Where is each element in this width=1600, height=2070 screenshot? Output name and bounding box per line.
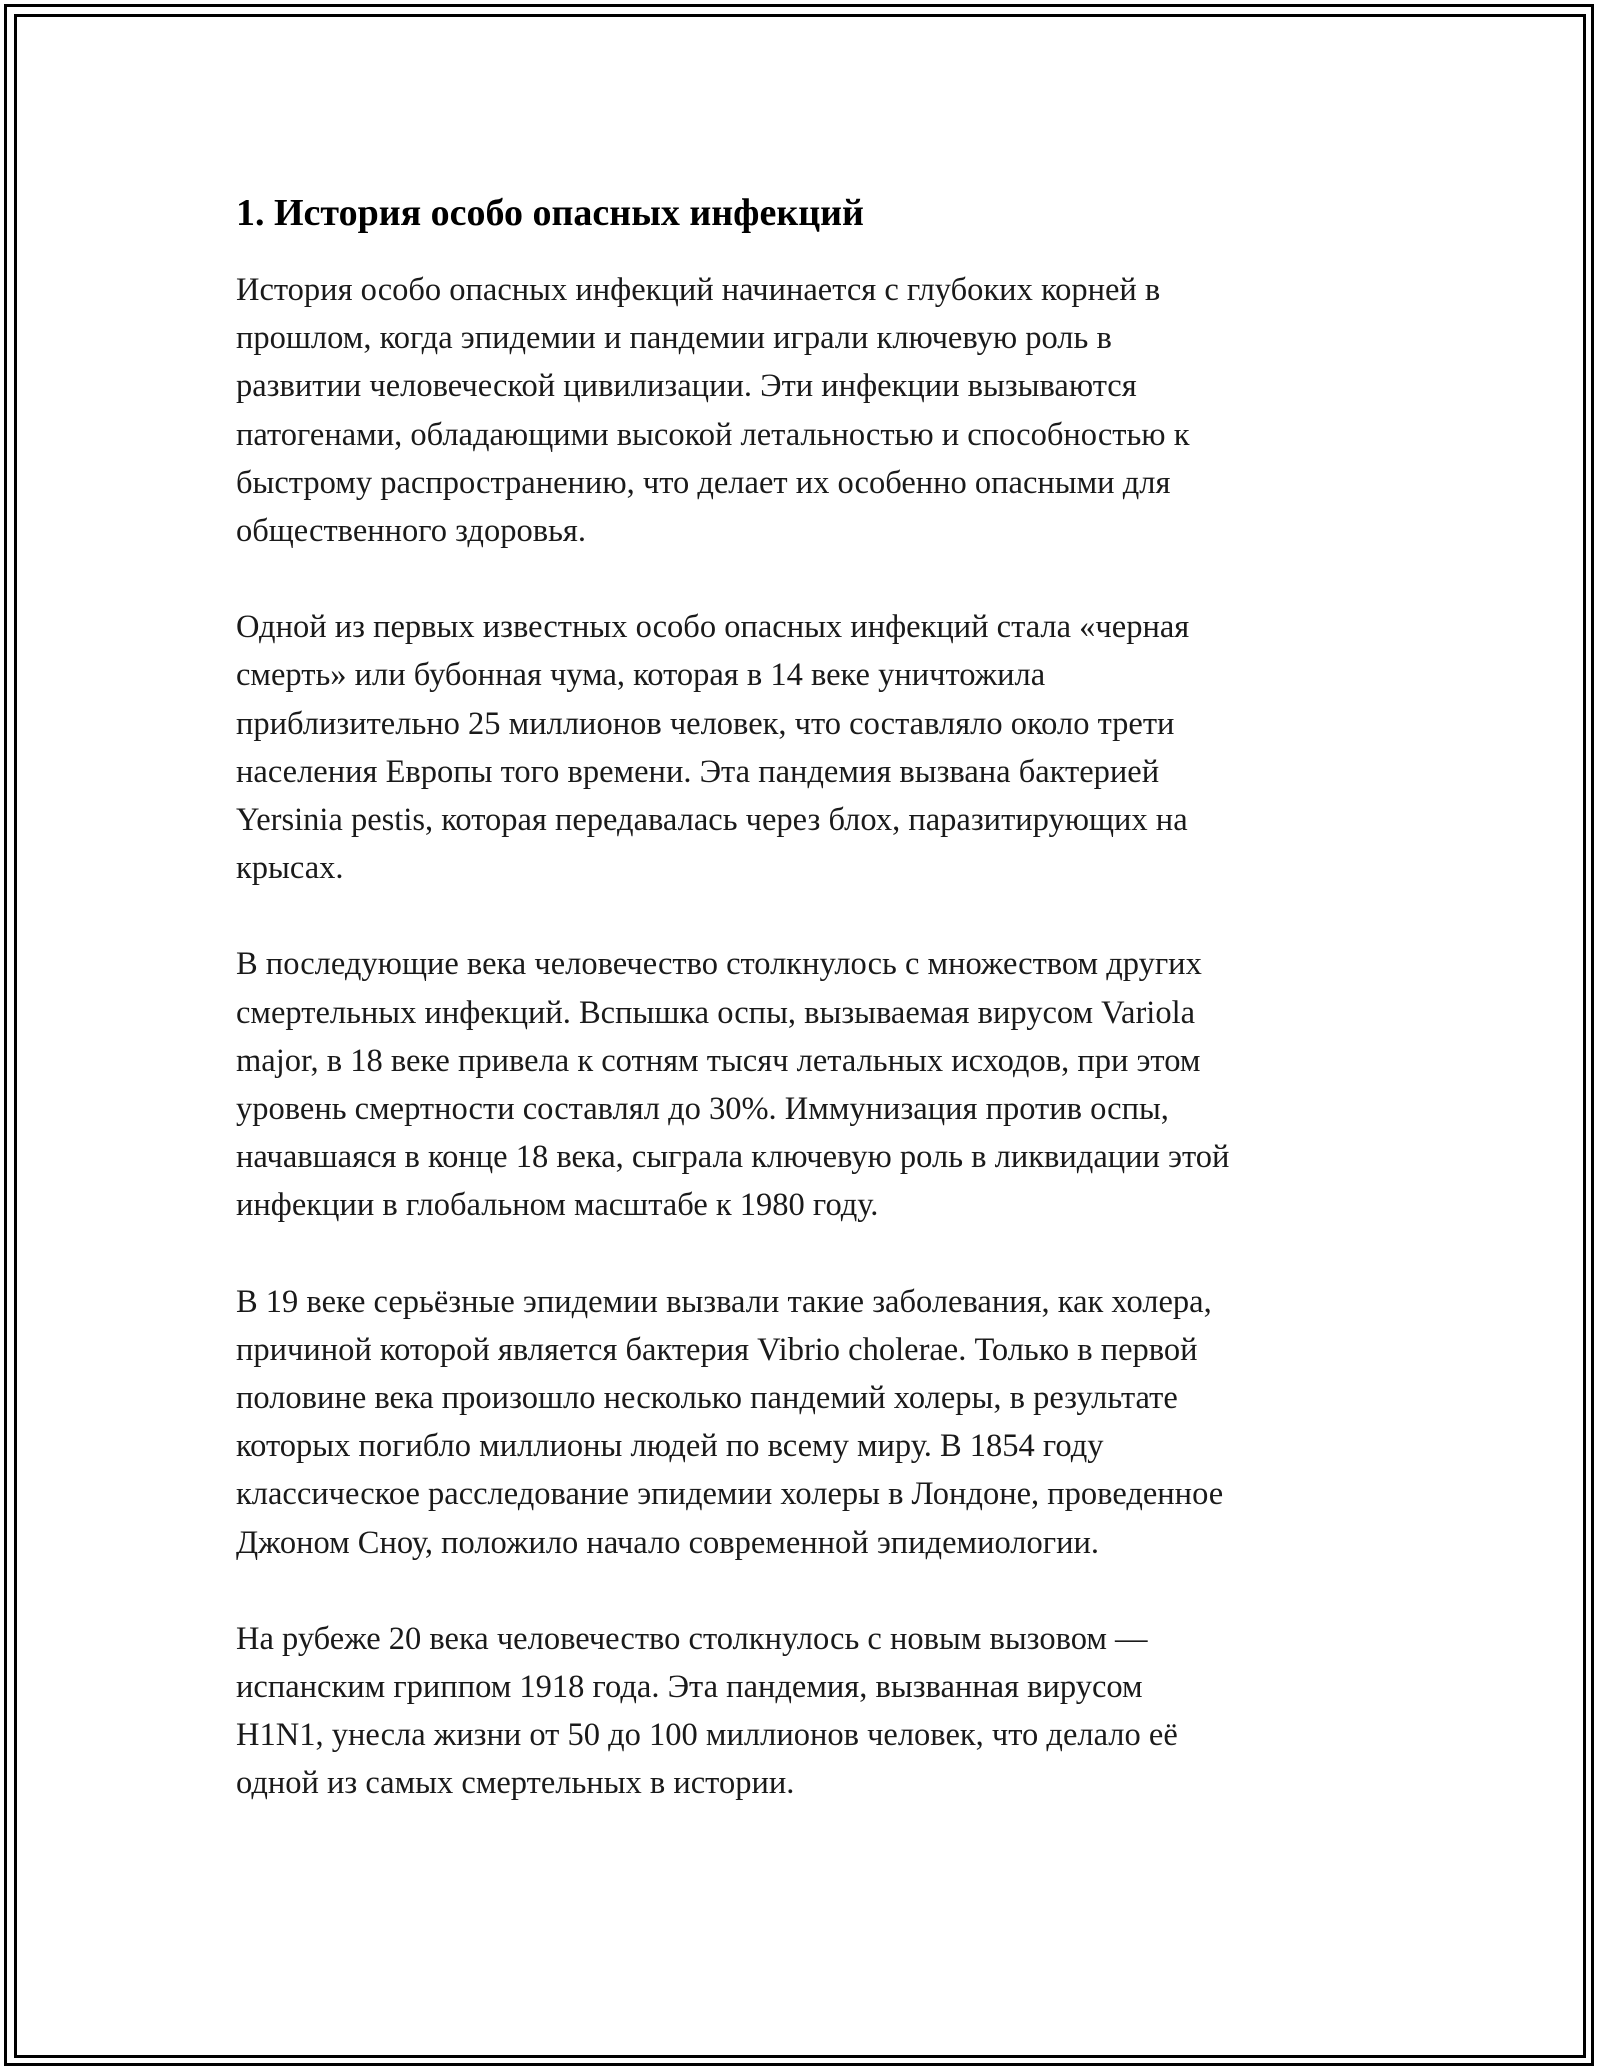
paragraph-black-death [236, 603, 1372, 892]
paragraph-intro [236, 266, 1372, 555]
text-line: Одной из первых известных особо опасных инфекций стала «черная [236, 609, 1190, 646]
document-body [236, 188, 1372, 1856]
text-line: быстрому распространению, что делает их особенно опасными для [236, 464, 1171, 501]
text-line: прошлом, когда эпидемии и пандемии играли ключевую роль в [236, 320, 1112, 357]
text-line: H1N1, унесла жизни от 50 до 100 миллионов человек, что делало её [236, 1717, 1178, 1754]
text-line: классическое расследование эпидемии холеры в Лондоне, проведенное [236, 1476, 1224, 1513]
text-line: В 19 веке серьёзные эпидемии вызвали такие заболевания, как холера, [236, 1283, 1212, 1320]
paragraph-smallpox [236, 940, 1372, 1229]
paragraph-cholera [236, 1278, 1372, 1567]
paragraph-spanish-flu [236, 1615, 1372, 1808]
text-line: половине века произошло несколько пандемий холеры, в результате [236, 1380, 1178, 1417]
text-line: причиной которой является бактерия Vibrio cholerae. Только в первой [236, 1331, 1198, 1368]
text-line: общественного здоровья. [236, 513, 586, 550]
text-line: приблизительно 25 миллионов человек, что составляло около трети [236, 705, 1175, 742]
text-line: смерть» или бубонная чума, которая в 14 веке уничтожила [236, 657, 1046, 694]
text-line: начавшаяся в конце 18 века, сыграла ключевую роль в ликвидации этой [236, 1139, 1230, 1176]
text-line: крысах. [236, 850, 344, 887]
text-line: В последующие века человечество столкнулось с множеством других [236, 946, 1202, 983]
section-heading: 1. История особо опасных инфекций [236, 192, 864, 234]
text-line: инфекции в глобальном масштабе к 1980 году. [236, 1187, 879, 1224]
text-line: развитии человеческой цивилизации. Эти инфекции вызываются [236, 368, 1137, 405]
text-line: одной из самых смертельных в истории. [236, 1765, 795, 1802]
text-line: патогенами, обладающими высокой летальностью и способностью к [236, 416, 1190, 453]
text-line: населения Европы того времени. Эта пандемия вызвана бактерией [236, 753, 1160, 790]
text-line: смертельных инфекций. Вспышка оспы, вызываемая вирусом Variola [236, 994, 1196, 1031]
text-line: major, в 18 веке привела к сотням тысяч летальных исходов, при этом [236, 1042, 1201, 1079]
text-line: На рубеже 20 века человечество столкнулось с новым вызовом — [236, 1620, 1148, 1657]
text-line: Yersinia pestis, которая передавалась через блох, паразитирующих на [236, 802, 1188, 839]
text-line: которых погибло миллионы людей по всему миру. В 1854 году [236, 1428, 1104, 1465]
text-line: История особо опасных инфекций начинается с глубоких корней в [236, 272, 1161, 308]
text-line: испанским гриппом 1918 года. Эта пандемия, вызванная вирусом [236, 1669, 1143, 1706]
text-line: уровень смертности составлял до 30%. Иммунизация против оспы, [236, 1091, 1169, 1128]
text-line: Джоном Сноу, положило начало современной эпидемиологии. [236, 1524, 1100, 1561]
